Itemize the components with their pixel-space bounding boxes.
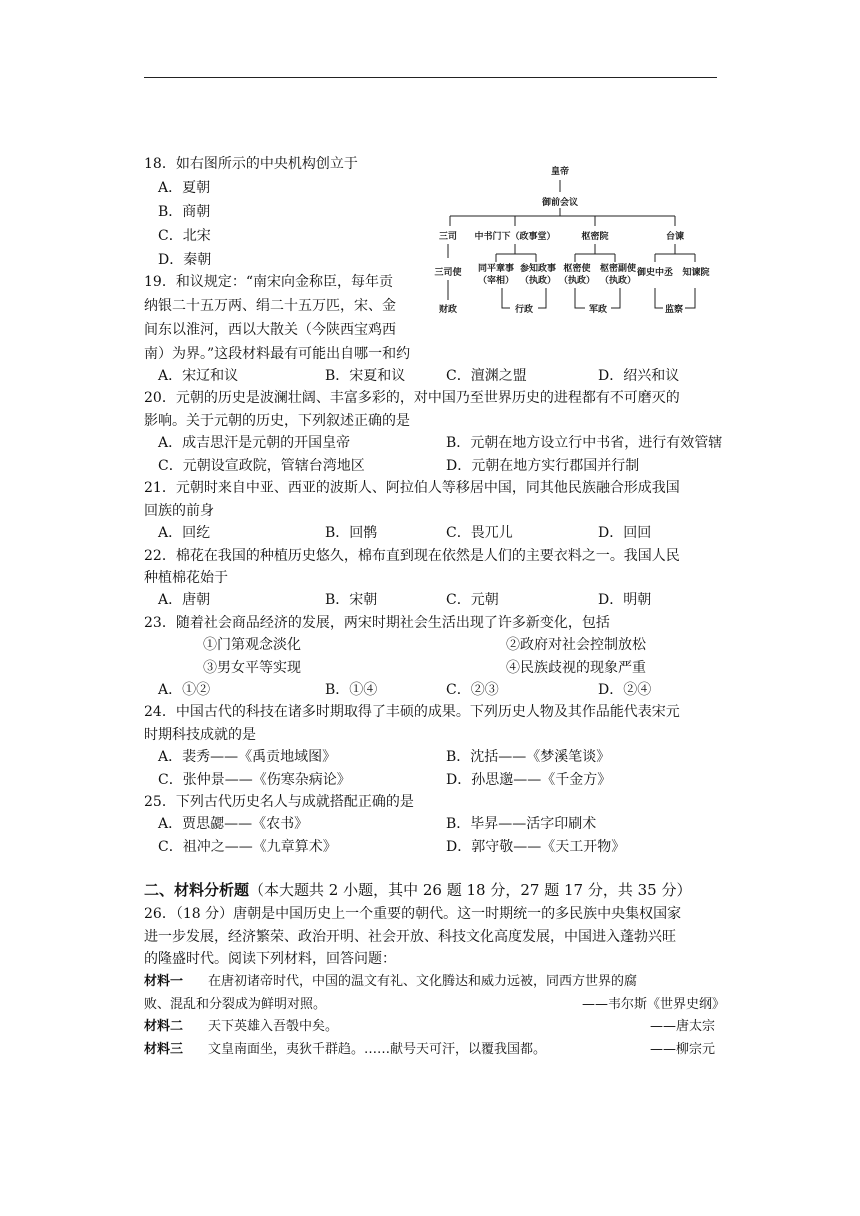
node-shumifu-note: （执政） <box>599 276 637 286</box>
q25-line-1: 25．下列古代历史名人与成就搭配正确的是 <box>144 794 414 810</box>
q18-stem: 18．如右图所示的中央机构创立于 <box>144 156 358 172</box>
q20-option-c: C．元朝设宣政院，管辖台湾地区 <box>158 458 365 474</box>
node-sansi: 三司 <box>438 232 458 242</box>
q23-option-d: D．②④ <box>598 682 652 698</box>
q20-line-2: 影响。关于元朝的历史，下列叙述正确的是 <box>144 413 410 429</box>
node-tongping-note: （宰相） <box>477 276 515 286</box>
material-2-line <box>144 1016 718 1038</box>
material-1-label: 材料一 <box>144 974 184 989</box>
q26-line-2: 进一步发展，经济繁荣、政治开明、社会开放、科技文化高度发展，中国进入蓬勃兴旺 <box>144 929 676 945</box>
q22-option-c: C．元朝 <box>446 592 499 608</box>
node-zhijian: 知谏院 <box>682 268 710 278</box>
material-2-source: ——唐太宗 <box>649 1019 715 1034</box>
q19-option-d: D．绍兴和议 <box>598 368 680 384</box>
q25-option-d: D．郭守敬——《天工开物》 <box>446 839 626 855</box>
q19-option-c: C．澶渊之盟 <box>446 368 527 384</box>
material-3-text: 文皇南面坐，夷狄千群趋。……献号天可汗，以覆我国都。 <box>208 1042 547 1057</box>
q24-line-1: 24．中国古代的科技在诸多时期取得了丰硕的成果。下列历史人物及其作品能代表宋元 <box>144 704 680 720</box>
q21-option-c: C．畏兀儿 <box>446 525 513 541</box>
q20-line-1: 20．元朝的历史是波澜壮阔、丰富多彩的，对中国乃至世界历史的进程都有不可磨灭的 <box>144 390 680 406</box>
q20-option-b: B．元朝在地方设立行中书省，进行有效管辖 <box>446 435 723 451</box>
q21-option-a: A．回纥 <box>158 525 211 541</box>
q23-item-2: ②政府对社会控制放松 <box>506 637 646 653</box>
q19-line-3: 间东以淮河，西以大散关（今陕西宝鸡西 <box>144 322 396 338</box>
q24-option-a: A．裴秀——《禹贡地域图》 <box>158 749 337 765</box>
section-2-title: 二、材料分析题 <box>144 881 250 899</box>
q24-option-d: D．孙思邈——《千金方》 <box>446 772 612 788</box>
node-sansishi: 三司使 <box>434 268 462 278</box>
node-shumishi-note: （执政） <box>558 276 596 286</box>
q19-line-1: 19．和议规定：“南宋向金称臣，每年贡 <box>144 274 393 290</box>
q22-option-d: D．明朝 <box>598 592 652 608</box>
node-tongping: 同平章事 <box>477 264 515 274</box>
material-3-source: ——柳宗元 <box>649 1042 715 1057</box>
q19-option-a: A．宋辽和议 <box>158 368 239 384</box>
q24-line-2: 时期科技成就的是 <box>144 727 256 743</box>
q23-option-b: B．①④ <box>325 682 378 698</box>
material-1-line-1 <box>144 971 718 993</box>
material-1-source: ——韦尔斯《世界史纲》 <box>581 997 725 1012</box>
node-shumifu: 枢密副使 <box>599 264 637 274</box>
material-2-text: 天下英雄入吾彀中矣。 <box>208 1019 339 1034</box>
q21-option-b: B．回鹘 <box>325 525 378 541</box>
material-3-label: 材料三 <box>144 1042 184 1057</box>
q21-option-d: D．回回 <box>598 525 652 541</box>
material-2-label: 材料二 <box>144 1019 184 1034</box>
node-shumishi: 枢密使 <box>563 264 591 274</box>
header-rule <box>144 77 717 78</box>
section-2-note: （本大题共 2 小题，其中 26 题 18 分，27 题 17 分，共 35 分） <box>249 881 692 899</box>
q18-option-a: A．夏朝 <box>158 180 211 196</box>
node-caizheng: 财政 <box>438 305 458 315</box>
q20-option-d: D．元朝在地方实行郡国并行制 <box>446 458 640 474</box>
q19-option-b: B．宋夏和议 <box>325 368 406 384</box>
section-2-heading <box>144 879 724 901</box>
q18-option-c: C．北宋 <box>158 228 211 244</box>
q25-option-b: B．毕昇——活字印刷术 <box>446 816 597 832</box>
q22-line-1: 22．棉花在我国的种植历史悠久，棉布直到现在依然是人们的主要衣料之一。我国人民 <box>144 548 680 564</box>
q21-line-1: 21．元朝时来自中亚、西亚的波斯人、阿拉伯人等移居中国，同其他民族融合形成我国 <box>144 480 680 496</box>
q23-item-3: ③男女平等实现 <box>203 660 301 676</box>
node-shumiyuan: 枢密院 <box>581 232 609 242</box>
q26-line-1: 26．（18 分）唐朝是中国历史上一个重要的朝代。这一时期统一的多民族中央集权国家 <box>144 906 682 922</box>
q19-line-4: 南）为界。”这段材料最有可能出自哪一和约 <box>144 346 411 362</box>
node-yushi: 御史中丞 <box>636 268 674 278</box>
q23-item-1: ①门第观念淡化 <box>203 637 301 653</box>
q23-line-1: 23．随着社会商品经济的发展，两宋时期社会生活出现了许多新变化，包括 <box>144 615 610 631</box>
node-canzhi-note: （执政） <box>519 276 557 286</box>
node-zhongshu-menxia: 中书门下（政事堂） <box>474 232 556 242</box>
node-emperor: 皇帝 <box>550 167 570 177</box>
q20-option-a: A．成吉思汗是元朝的开国皇帝 <box>158 435 351 451</box>
q18-option-d: D．秦朝 <box>158 252 212 268</box>
q23-option-a: A．①② <box>158 682 211 698</box>
q22-option-b: B．宋朝 <box>325 592 378 608</box>
node-canzhi: 参知政事 <box>519 264 557 274</box>
material-1-text-1: 在唐初诸帝时代，中国的温文有礼、文化腾达和威力远被，同西方世界的腐 <box>208 974 638 989</box>
q23-item-4: ④民族歧视的现象严重 <box>506 660 646 676</box>
q18-option-b: B．商朝 <box>158 204 211 220</box>
q24-option-b: B．沈括——《梦溪笔谈》 <box>446 749 611 765</box>
node-xingzheng: 行政 <box>514 305 534 315</box>
node-jiancha: 监察 <box>664 305 684 315</box>
q25-option-c: C．祖冲之——《九章算术》 <box>158 839 337 855</box>
node-imperial-council: 御前会议 <box>541 198 579 208</box>
material-1-line-2: 败、混乱和分裂成为鲜明对照。 <box>144 997 327 1012</box>
q24-option-c: C．张仲景——《伤寒杂病论》 <box>158 772 351 788</box>
node-junzheng: 军政 <box>588 305 608 315</box>
q22-line-2: 种植棉花始于 <box>144 570 228 586</box>
q19-line-2: 纳银二十五万两、绢二十五万匹，宋、金 <box>144 298 396 314</box>
q26-line-3: 的隆盛时代。阅读下列材料，回答问题： <box>144 951 396 967</box>
q25-option-a: A．贾思勰——《农书》 <box>158 816 309 832</box>
q21-line-2: 回族的前身 <box>144 503 214 519</box>
material-3-line <box>144 1039 718 1061</box>
song-central-organization-chart <box>430 158 720 323</box>
node-taijian: 台谏 <box>665 232 685 242</box>
q22-option-a: A．唐朝 <box>158 592 211 608</box>
q23-option-c: C．②③ <box>446 682 499 698</box>
